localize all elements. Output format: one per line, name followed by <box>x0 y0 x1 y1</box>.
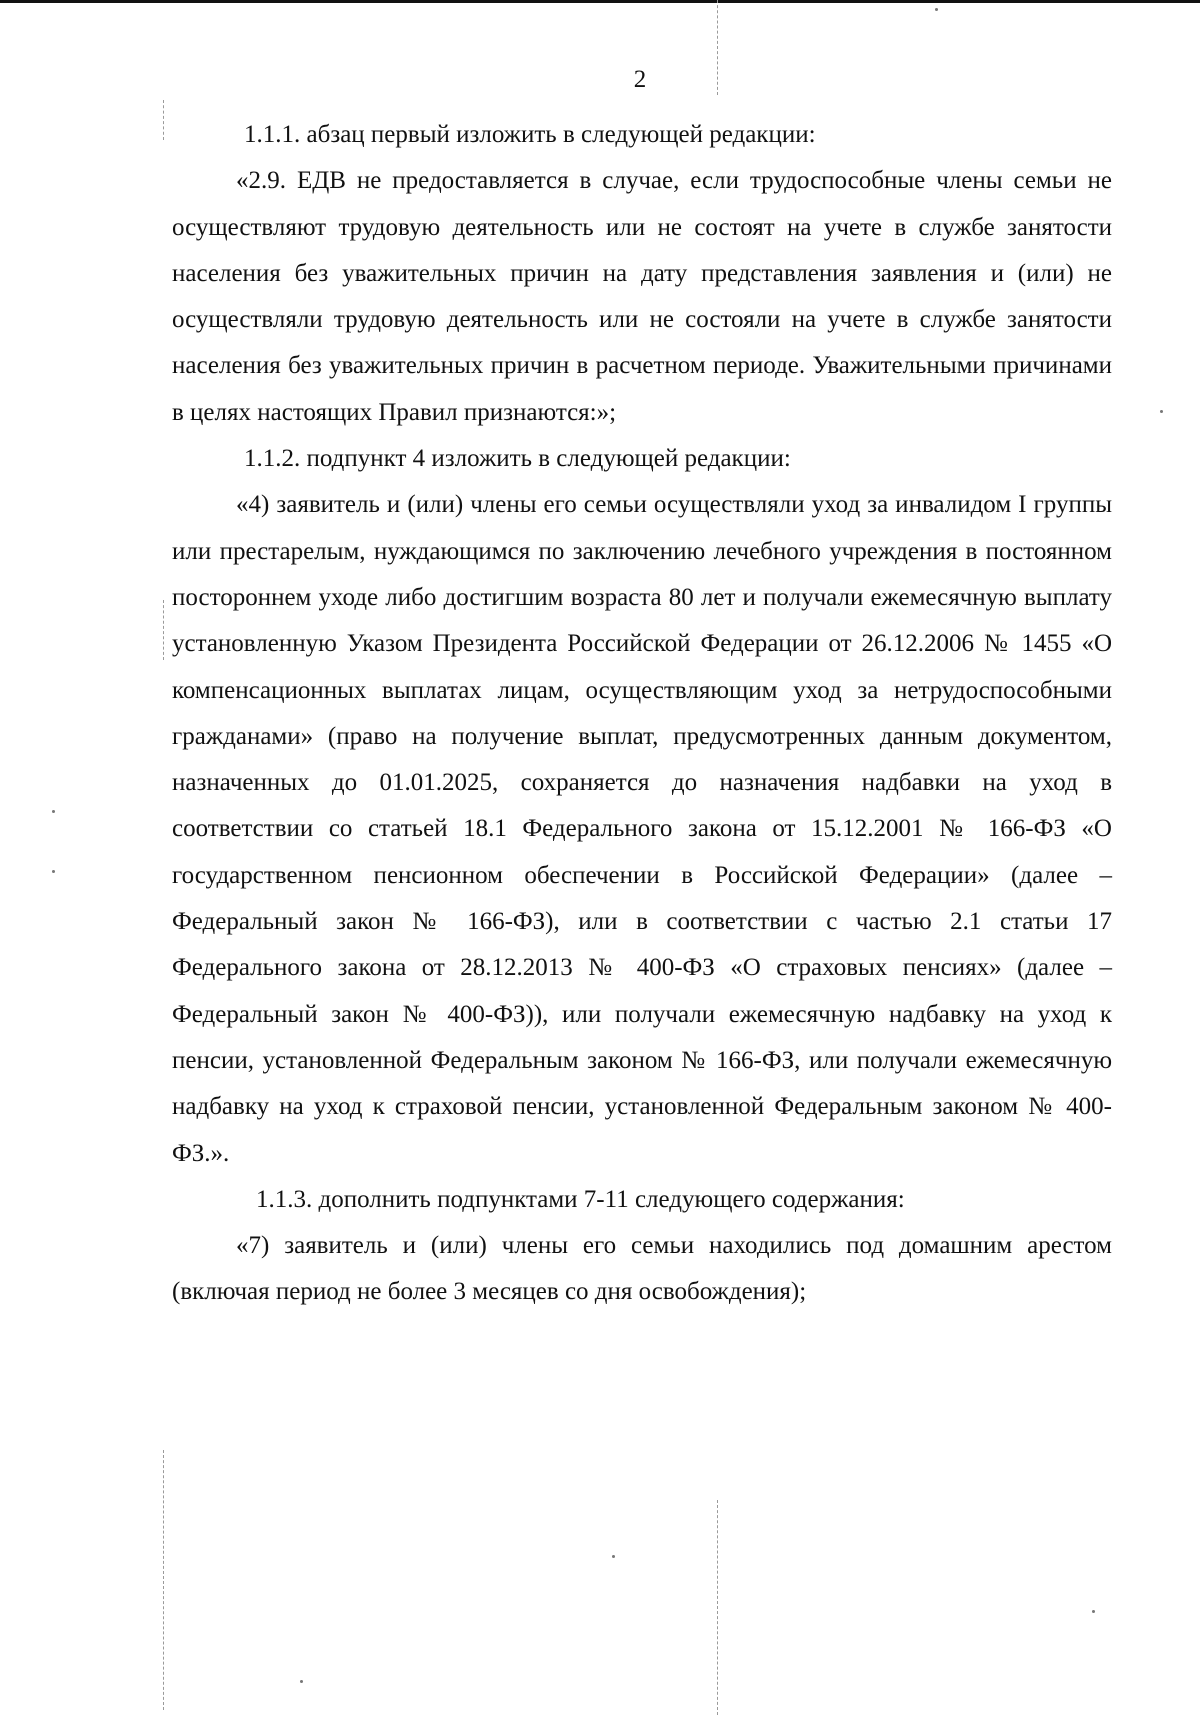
scan-speck <box>52 810 55 813</box>
scan-speck <box>52 870 55 873</box>
clause-1-1-1-heading: 1.1.1. абзац первый изложить в следующей редакции: <box>244 121 816 148</box>
document-body <box>172 112 1112 1316</box>
subclause-4-text: «4) заявитель и (или) члены его семьи осуществляли уход за инвалидом I группы или престарелым, нуждающимся по заключению лечебного учреждения в постоянном постороннем уходе либо достигшим возраста 80 лет и получали ежемесячную выплату установленную Указом Президента Российской Федерации от 26.12.2006 № 1455 «О компенсационных выплатах лицам, осуществляющим уход за нетрудоспособными гражданами» (право на получение выплат, предусмотренных данным документом, назначенных до 01.01.2025, сохраняется до назначения надбавки на уход в соответствии со статьей 18.1 Федерального закона от 15.12.2001 № 166-ФЗ «О государственном пенсионном обеспечении в Российской Федерации» (далее – Федеральный закон № 166-ФЗ), или в соответствии с частью 2.1 статьи 17 Федерального закона от 28.12.2013 № 400-ФЗ «О страховых пенсиях» (далее – Федеральный закон № 400-ФЗ)), или получали ежемесячную надбавку на уход к пенсии, установленной Федеральным законом № 166-ФЗ, или получали ежемесячную надбавку на уход к страховой пенсии, установленной Федеральным законом № 400-ФЗ.». <box>172 491 1112 1167</box>
clause-2-9-text: «2.9. ЕДВ не предоставляется в случае, если трудоспособные члены семьи не осуществляют трудовую деятельность или не состоят на учете в службе занятости населения без уважительных причин на дату представления заявления и (или) не осуществляли трудовую деятельность или не состояли на учете в службе занятости населения без уважительных причин в расчетном периоде. Уважительными причинами в целях настоящих Правил признаются:»; <box>172 167 1112 426</box>
subclause-7-text: «7) заявитель и (или) члены его семьи находились под домашним арестом (включая период не более 3 месяцев со дня освобождения); <box>172 1232 1112 1306</box>
scan-speck <box>1160 410 1163 413</box>
scan-margin-line <box>163 600 164 660</box>
scan-fold-line <box>717 1500 718 1715</box>
scan-speck <box>300 1680 303 1683</box>
clause-1-1-2-heading: 1.1.2. подпункт 4 изложить в следующей редакции: <box>244 445 791 473</box>
scan-speck <box>1092 1610 1095 1613</box>
scan-speck <box>612 1555 615 1558</box>
scan-margin-line <box>163 1450 164 1710</box>
page-number: 2 <box>633 66 647 93</box>
clause-1-1-3-heading: 1.1.3. дополнить подпунктами 7-11 следующего содержания: <box>256 1185 905 1213</box>
